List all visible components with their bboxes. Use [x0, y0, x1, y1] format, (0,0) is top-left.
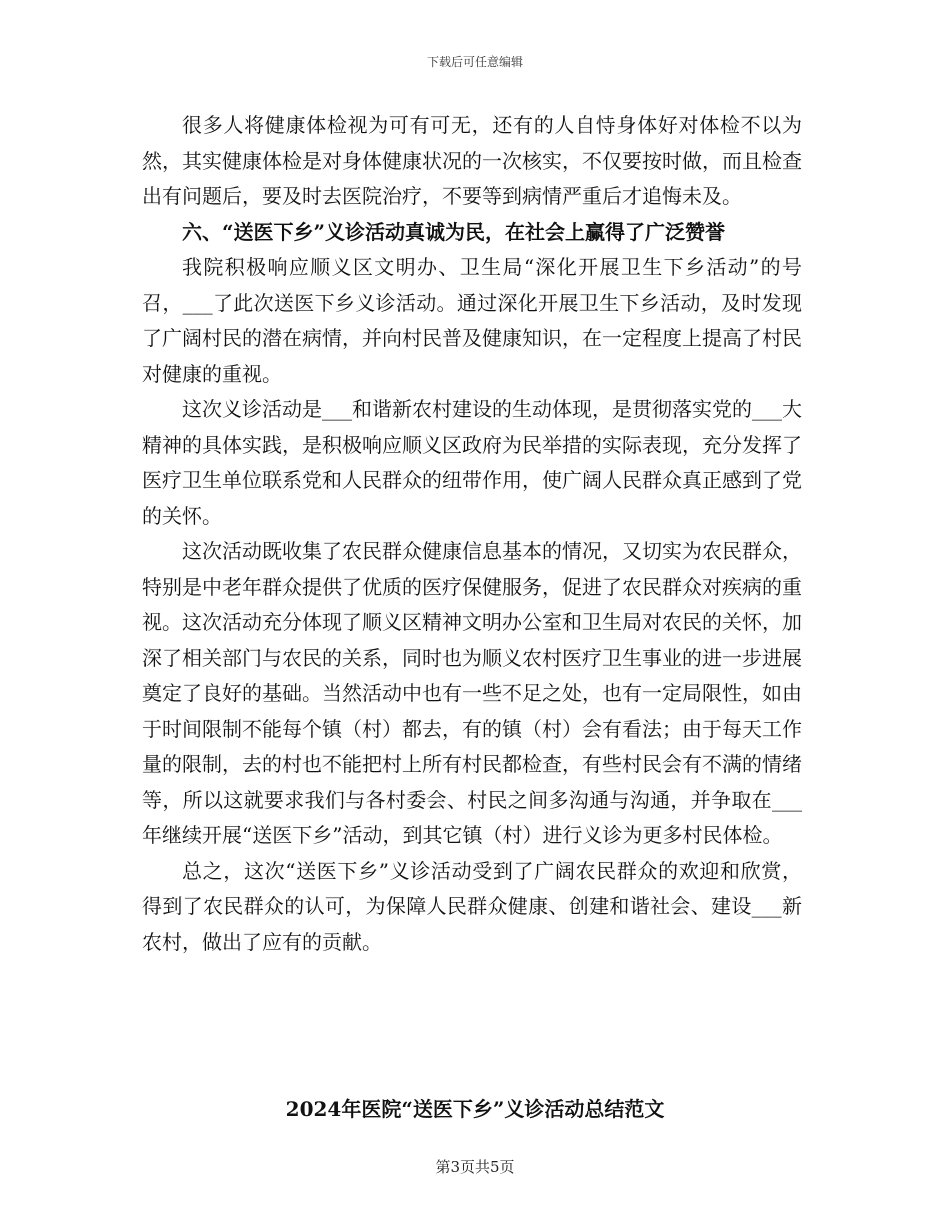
paragraph: 我院积极响应顺义区文明办、卫生局“深化开展卫生下乡活动”的号召，___了此次送医下乡义诊活动。通过深化开展卫生下乡活动，及时发现了广阔村民的潜在病情，并向村民普及健康知识，在一定程度上提高了村民对健康的重视。 — [142, 255, 802, 386]
paragraph: 这次义诊活动是___和谐新农村建设的生动体现，是贯彻落实党的___大精神的具体实践，是积极响应顺义区政府为民举措的实际表现，充分发挥了医疗卫生单位联系党和人民群众的纽带作用，使广阔人民群众真正感到了党的关怀。 — [142, 397, 802, 528]
section-heading: 六、“送医下乡”义诊活动真诚为民，在社会上赢得了广泛赞誉 — [182, 219, 726, 244]
document-title: 2024年医院“送医下乡”义诊活动总结范文 — [285, 1097, 665, 1121]
paragraph: 总之，这次“送医下乡”义诊活动受到了广阔农民群众的欢迎和欣赏，得到了农民群众的认可，为保障人民群众健康、创建和谐社会、建设___新农村，做出了应有的贡献。 — [142, 858, 802, 954]
document-body — [142, 108, 802, 960]
paragraph: 很多人将健康体检视为可有可无，还有的人自恃身体好对体检不以为然，其实健康体检是对身体健康状况的一次核实，不仅要按时做，而且检查出有问题后，要及时去医院治疗，不要等到病情严重后才追悔未及。 — [142, 113, 802, 208]
paragraph: 这次活动既收集了农民群众健康信息基本的情况，又切实为农民群众，特别是中老年群众提供了优质的医疗保健服务，促进了农民群众对疾病的重视。这次活动充分体现了顺义区精神文明办公室和卫生局对农民的关怀，加深了相关部门与农民的关系，同时也为顺义农村医疗卫生事业的进一步进展奠定了良好的基础。当然活动中也有一些不足之处，也有一定局限性，如由于时间限制不能每个镇（村）都去，有的镇（村）会有看法；由于每天工作量的限制，去的村也不能把村上所有村民都检查，有些村民会有不满的情绪等，所以这就要求我们与各村委会、村民之间多沟通与沟通，并争取在___年继续开展“送医下乡”活动，到其它镇（村）进行义诊为更多村民体检。 — [142, 539, 802, 847]
page-header-note: 下载后可任意编辑 — [426, 55, 523, 69]
page-number: 第3页共5页 — [435, 1158, 515, 1176]
